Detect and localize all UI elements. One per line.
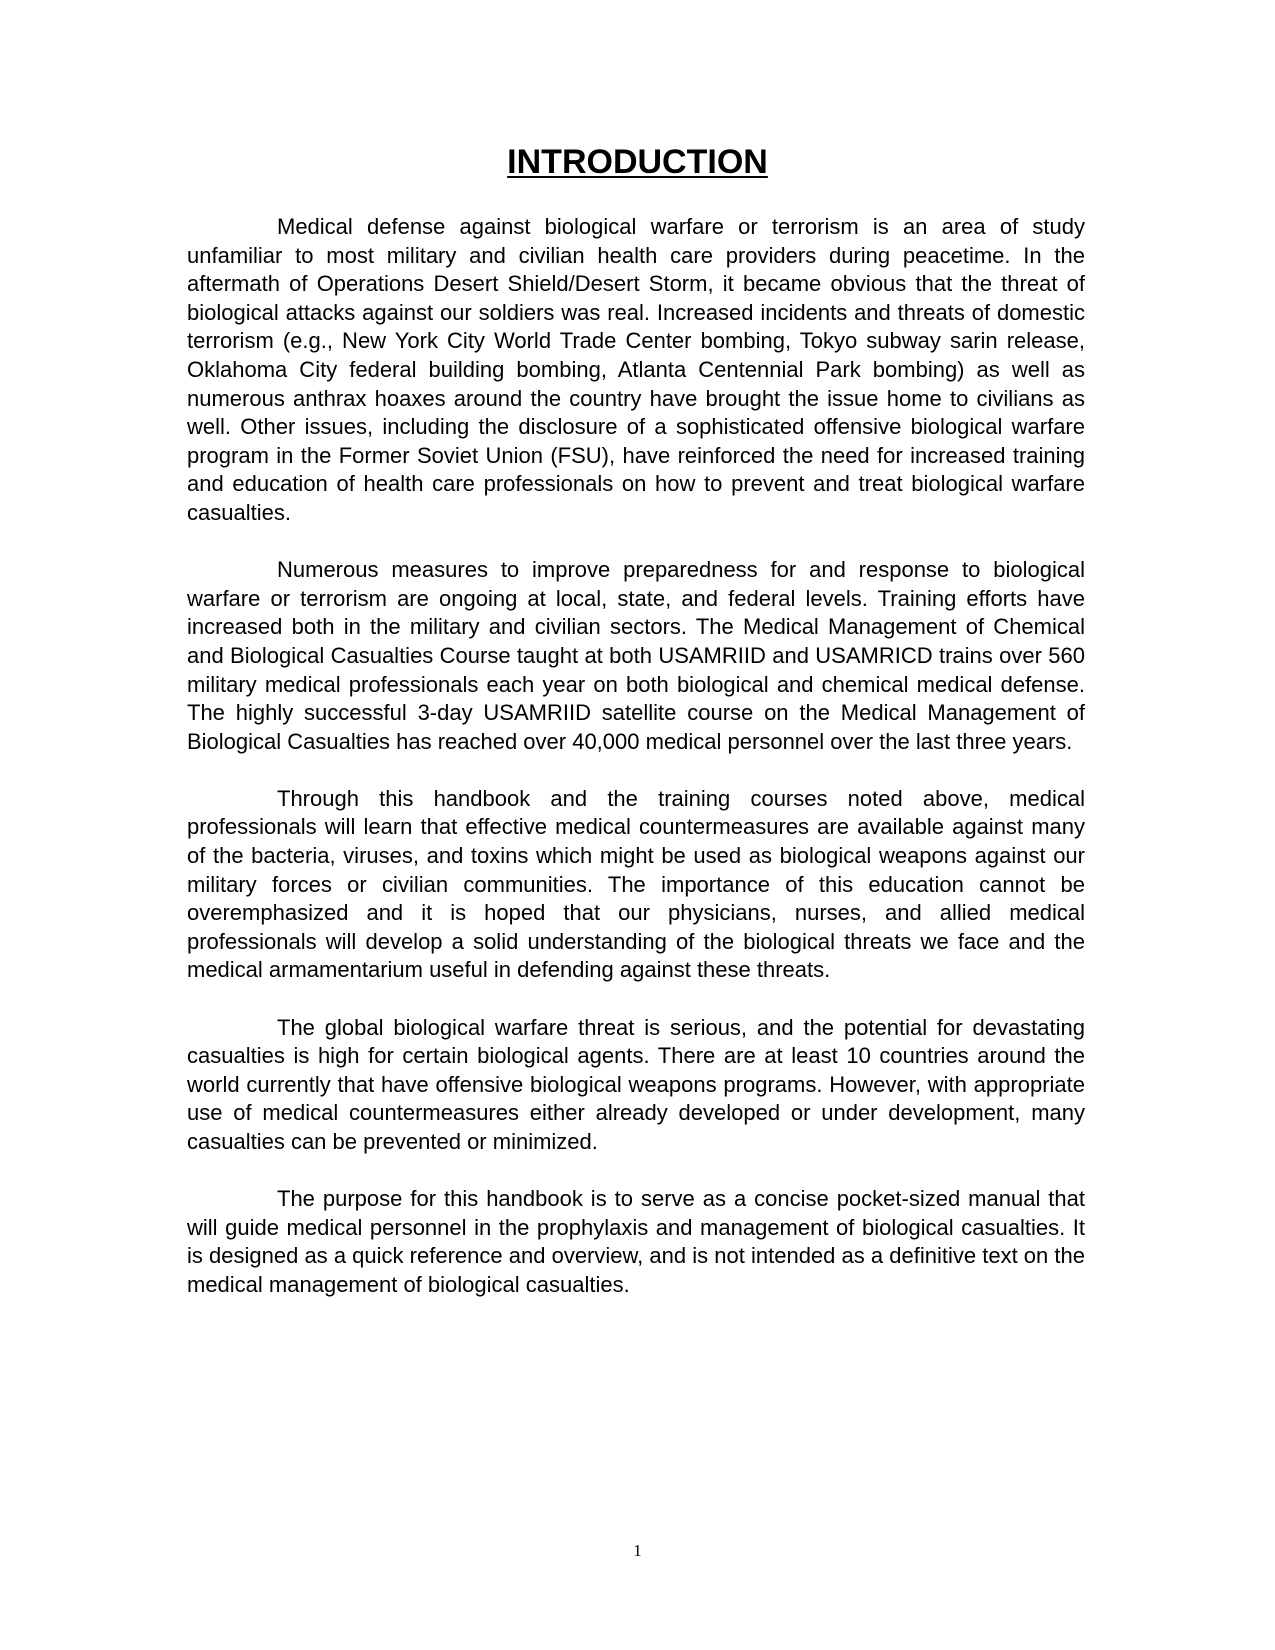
paragraph-5: The purpose for this handbook is to serve as a concise pocket-sized manual that will guide medical personnel in the prophylaxis and management of biological casualties. It is designed as a quick reference and overview, and is not intended as a definitive text on the medical management of biological casualties.	[187, 1186, 1085, 1297]
body-text	[187, 213, 1085, 1328]
page-title	[0, 142, 1275, 182]
paragraph-1: Medical defense against biological warfare or terrorism is an area of study unfamiliar to most military and civilian health care providers during peacetime. In the aftermath of Operations Desert Shield/Desert Storm, it became obvious that the threat of biological attacks against our soldiers was real. Increased incidents and threats of domestic terrorism (e.g., New York City World Trade Center bombing, Tokyo subway sarin release, Oklahoma City federal building bombing, Atlanta Centennial Park bombing) as well as numerous anthrax hoaxes around the country have brought the issue home to civilians as well. Other issues, including the disclosure of a sophisticated offensive biological warfare program in the Former Soviet Union (FSU), have reinforced the need for increased training and education of health care professionals on how to prevent and treat biological warfare casualties.	[187, 214, 1085, 525]
page-title-text: INTRODUCTION	[507, 143, 768, 181]
paragraph-4: The global biological warfare threat is serious, and the potential for devastating casualties is high for certain biological agents. There are at least 10 countries around the world currently that have offensive biological weapons programs. However, with appropriate use of medical countermeasures either already developed or under development, many casualties can be prevented or minimized.	[187, 1014, 1085, 1154]
page-number: 1	[633, 1541, 642, 1560]
paragraph-2: Numerous measures to improve preparedness for and response to biological warfare or terrorism are ongoing at local, state, and federal levels. Training efforts have increased both in the military and civilian sectors. The Medical Management of Chemical and Biological Casualties Course taught at both USAMRIID and USAMRICD trains over 560 military medical professionals each year on both biological and chemical medical defense. The highly successful 3-day USAMRIID satellite course on the Medical Management of Biological Casualties has reached over 40,000 medical personnel over the last three years.	[187, 557, 1085, 754]
paragraph-3: Through this handbook and the training courses noted above, medical professionals will learn that effective medical countermeasures are available against many of the bacteria, viruses, and toxins which might be used as biological weapons against our military forces or civilian communities. The importance of this education cannot be overemphasized and it is hoped that our physicians, nurses, and allied medical professionals will develop a solid understanding of the biological threats we face and the medical armamentarium useful in defending against these threats.	[187, 785, 1085, 983]
